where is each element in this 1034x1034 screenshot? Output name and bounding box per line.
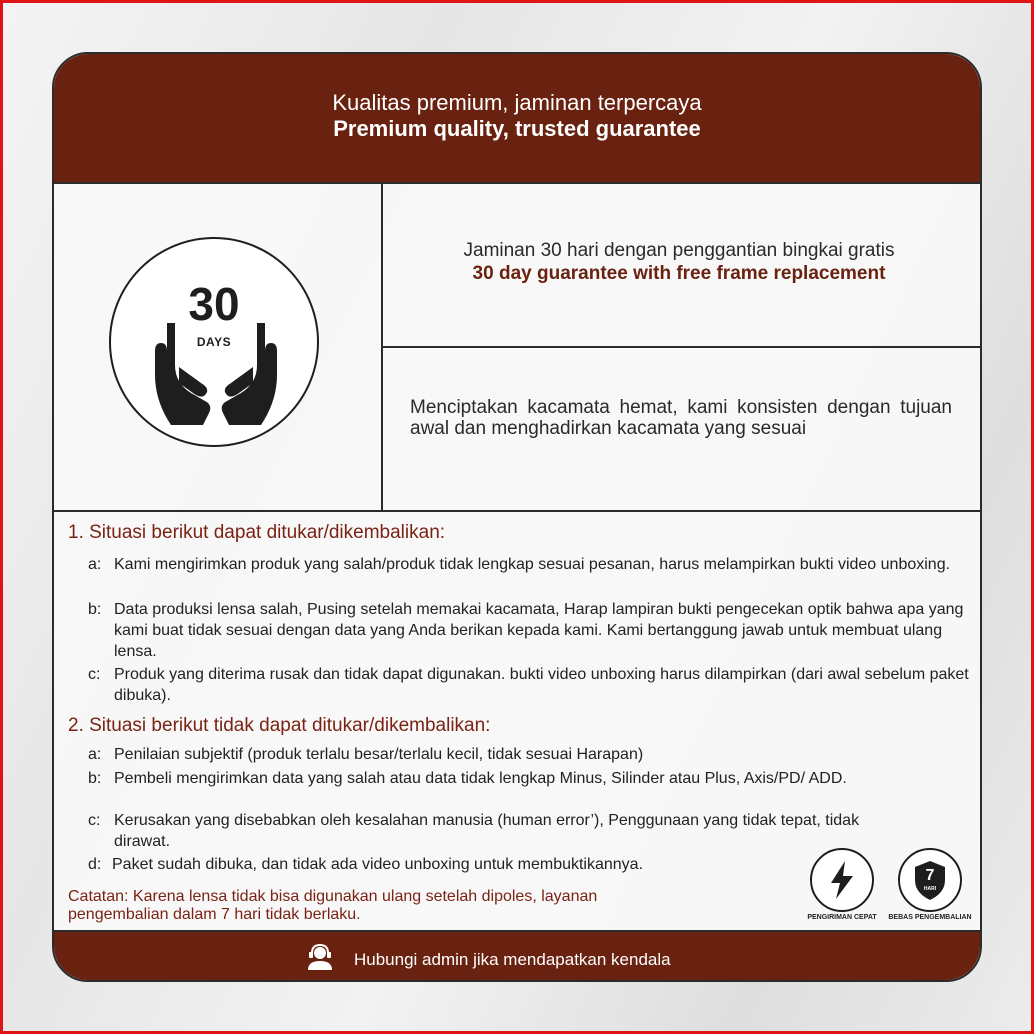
header-title-id: Kualitas premium, jaminan terpercaya bbox=[332, 90, 702, 115]
header bbox=[54, 54, 980, 184]
item-letter: c: bbox=[88, 812, 101, 829]
item-letter: b: bbox=[88, 601, 102, 618]
divider bbox=[383, 346, 980, 348]
badge-number: 30 bbox=[188, 278, 240, 330]
free-return-label: BEBAS PENGEMBALIAN bbox=[888, 914, 972, 921]
mission-text: Menciptakan kacamata hemat, kami konsisten dengan tujuan awal dan menghadirkan kacamata yang sesuai bbox=[410, 397, 952, 439]
section2-title: 2. Situasi berikut tidak dapat ditukar/dikembalikan: bbox=[68, 715, 491, 736]
item-letter: c: bbox=[88, 666, 101, 683]
lightning-icon bbox=[812, 850, 872, 910]
footer bbox=[54, 930, 980, 982]
return-days-unit: HARI bbox=[923, 886, 937, 892]
item-text: Penilaian subjektif (produk terlalu besar/terlalu kecil, tidak sesuai Harapan) bbox=[114, 746, 644, 763]
badge-unit: DAYS bbox=[196, 335, 232, 349]
divider bbox=[54, 510, 980, 512]
guarantee-card bbox=[52, 52, 982, 982]
item-text: Kerusakan yang disebabkan oleh kesalahan manusia (human error’), Penggunaan yang tidak tepat, tidak dirawat. bbox=[114, 812, 860, 850]
fast-shipping-label: PENGIRIMAN CEPAT bbox=[807, 914, 877, 921]
item-letter: a: bbox=[88, 556, 102, 573]
fast-shipping-badge bbox=[810, 848, 874, 912]
footer-text: Hubungi admin jika mendapatkan kendala bbox=[354, 950, 671, 969]
header-title-en: Premium quality, trusted guarantee bbox=[333, 116, 701, 141]
item-text: Kami mengirimkan produk yang salah/produk tidak lengkap sesuai pesanan, harus melampirkan bukti video unboxing. bbox=[114, 556, 951, 573]
item-text: Pembeli mengirimkan data yang salah atau data tidak lengkap Minus, Silinder atau Plus, Axis/PD/ ADD. bbox=[114, 770, 847, 787]
item-letter: a: bbox=[88, 746, 102, 763]
thirty-days-badge bbox=[109, 237, 319, 447]
support-icon bbox=[304, 943, 336, 971]
item-text: Data produksi lensa salah, Pusing setelah memakai kacamata, Harap lampiran bukti pengecekan optik bahwa apa yang kami buat tidak sesuai dengan data yang Anda berikan kepada kami. Kami bertanggung jawab untuk membuat ulang lensa. bbox=[114, 601, 964, 660]
free-return-badge bbox=[898, 848, 962, 912]
section1-title: 1. Situasi berikut dapat ditukar/dikembalikan: bbox=[68, 522, 446, 543]
item-text: Produk yang diterima rusak dan tidak dapat digunakan. bukti video unboxing harus dilampirkan (dari awal sebelum paket dibuka). bbox=[114, 666, 969, 704]
hands-icon bbox=[153, 321, 279, 425]
note-text: Catatan: Karena lensa tidak bisa digunakan ulang setelah dipoles, layanan pengembalian dalam 7 hari tidak berlaku. bbox=[68, 888, 598, 923]
item-letter: d: bbox=[88, 856, 102, 873]
guarantee-text-en: 30 day guarantee with free frame replacement bbox=[472, 263, 886, 284]
return-days-number: 7 bbox=[925, 867, 935, 884]
guarantee-text-id: Jaminan 30 hari dengan penggantian bingkai gratis bbox=[463, 240, 895, 261]
item-letter: b: bbox=[88, 770, 102, 787]
item-text: Paket sudah dibuka, dan tidak ada video unboxing untuk membuktikannya. bbox=[112, 856, 644, 873]
